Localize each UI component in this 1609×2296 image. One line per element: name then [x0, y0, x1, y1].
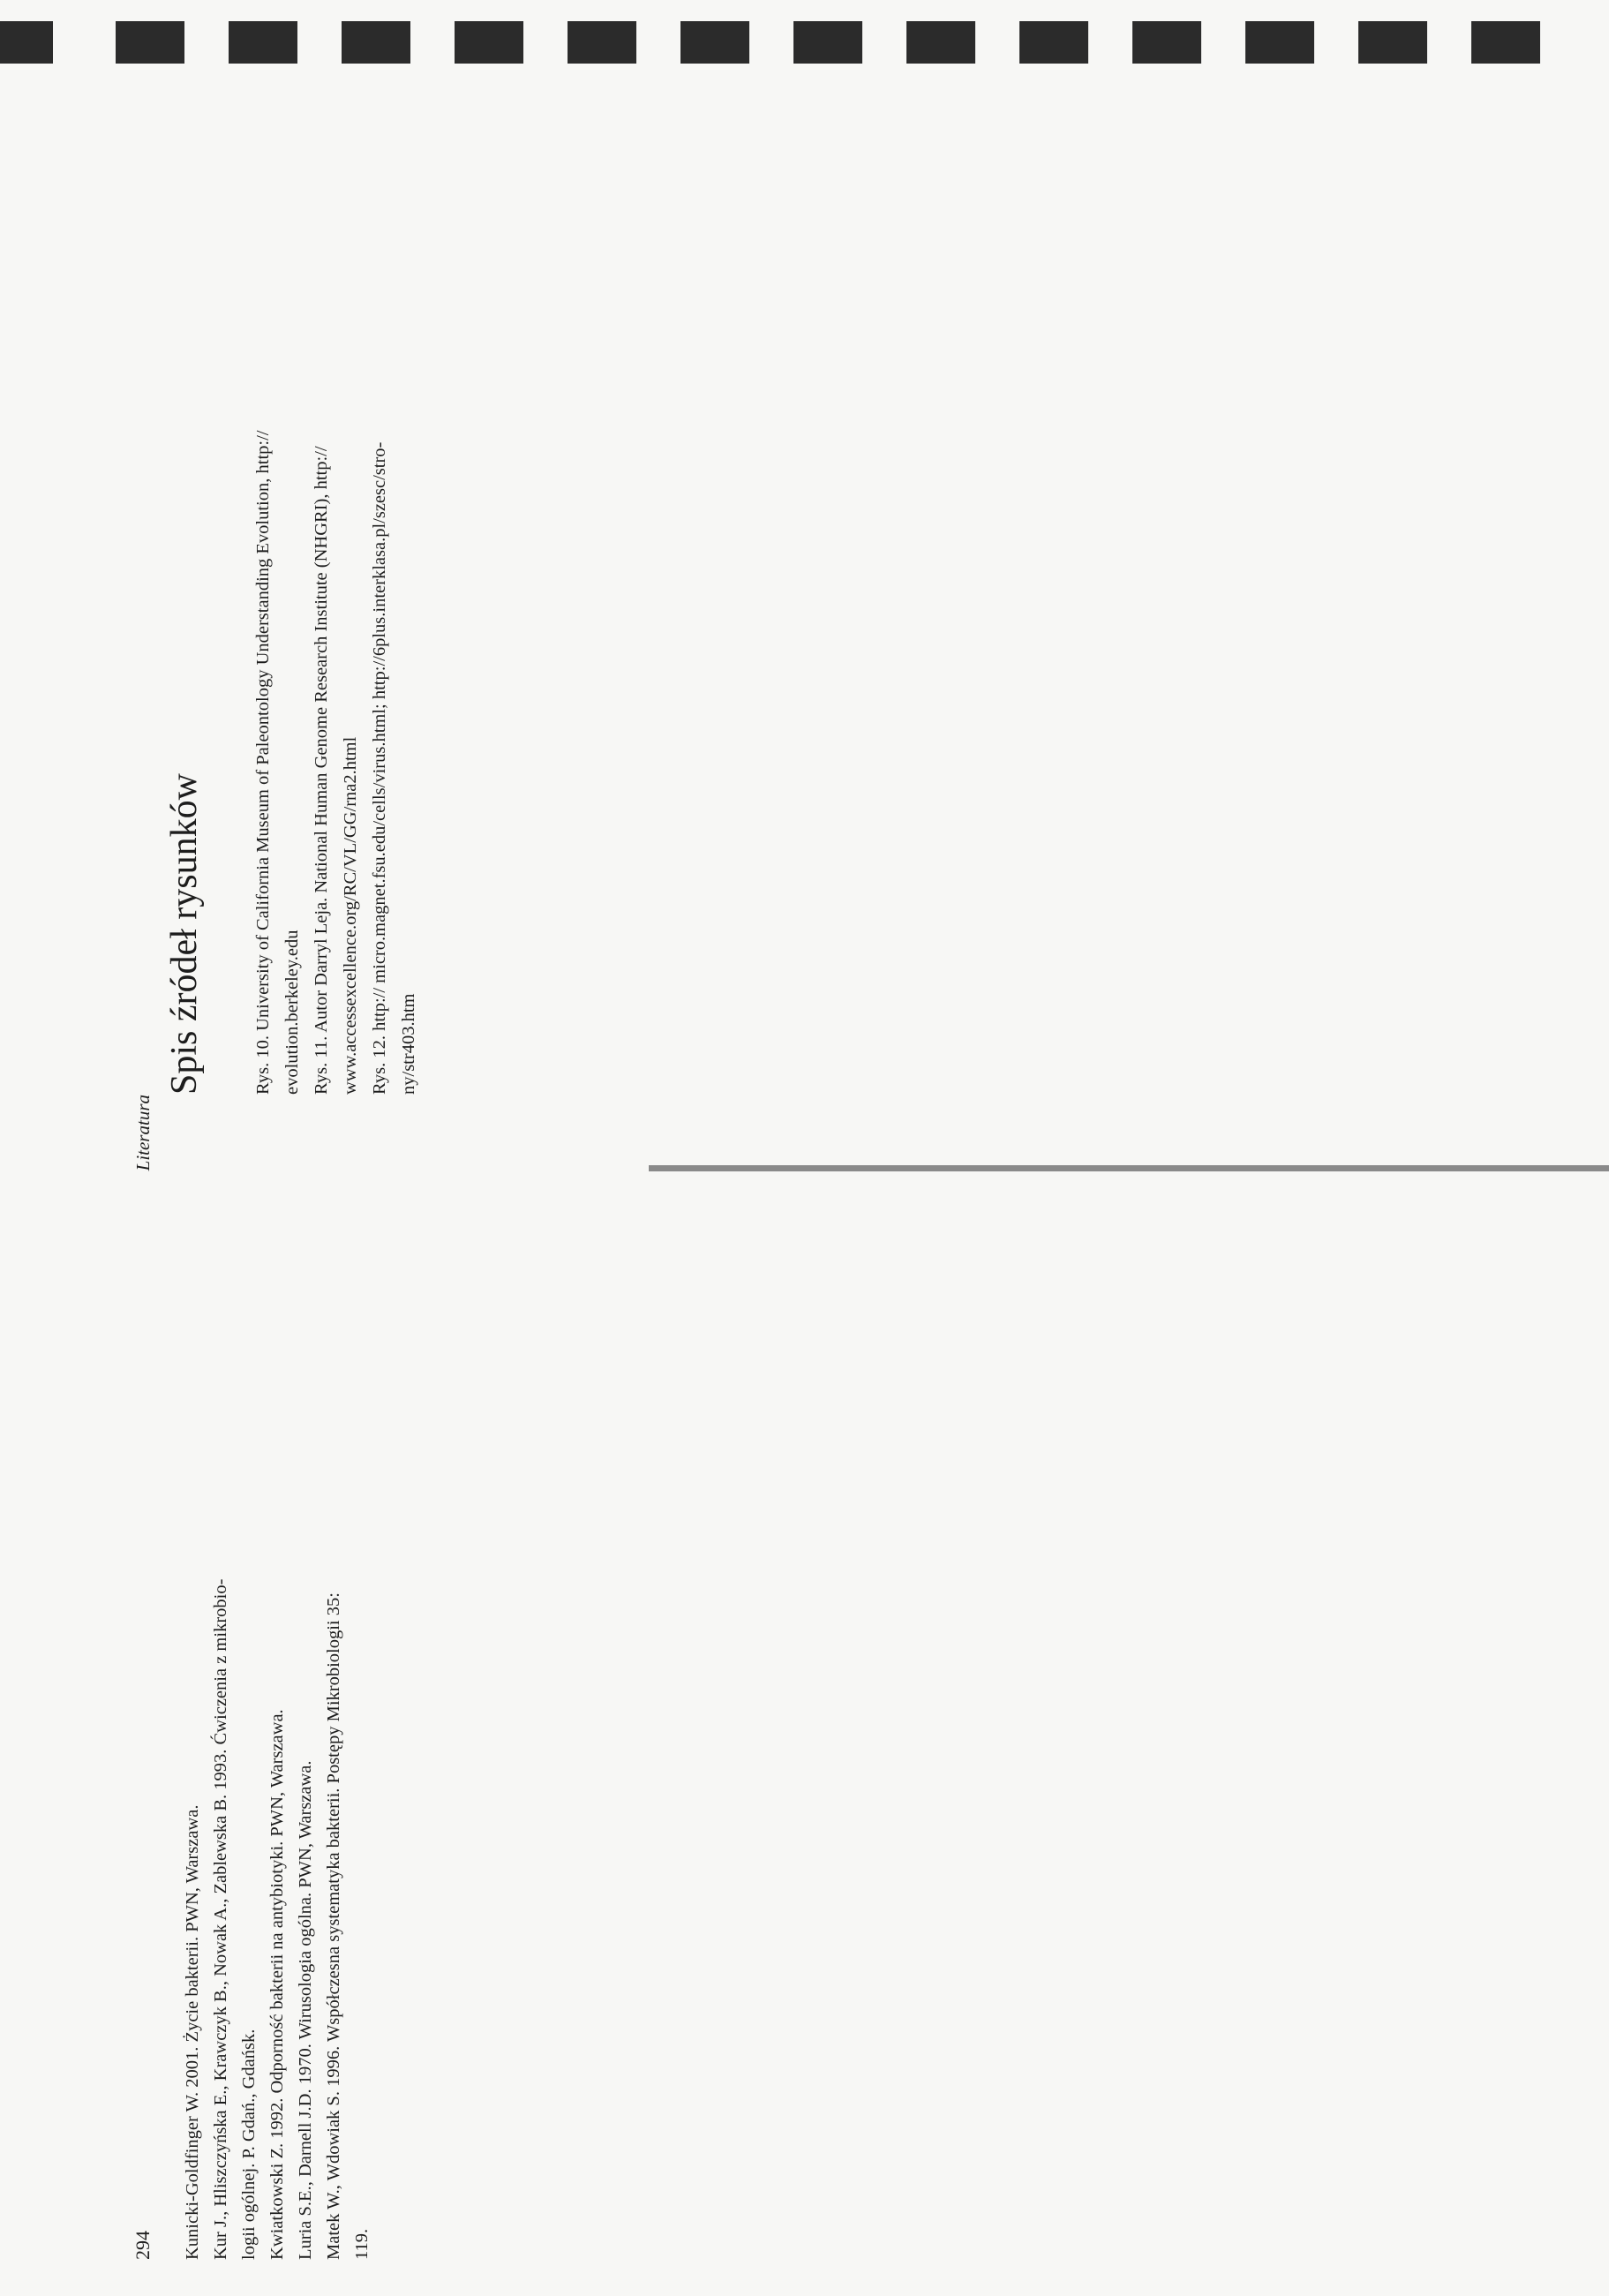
- punch-hole: [1471, 21, 1540, 64]
- reference-entry: Kur J., Hliszczyńska E., Krawczyk B., Nowak A., Zablewska B. 1993. Ćwiczenia z mikrobio-: [211, 1578, 230, 2260]
- figure-source-entry: ny/str403.htm: [399, 993, 418, 1095]
- reference-list: [178, 1095, 376, 2260]
- page-number: 294: [132, 2231, 154, 2260]
- punch-hole: [1358, 21, 1427, 64]
- right-page: [161, 35, 424, 1095]
- left-page: [131, 1095, 376, 2260]
- reference-entry: Luria S.E., Darnell J.D. 1970. Wirusologia ogólna. PWN, Warszawa.: [296, 1760, 315, 2260]
- punch-hole: [568, 21, 636, 64]
- punch-hole: [455, 21, 523, 64]
- punch-hole: [0, 21, 53, 64]
- punch-hole: [680, 21, 749, 64]
- punch-hole: [793, 21, 862, 64]
- punch-hole: [1019, 21, 1088, 64]
- figure-source-entry: www.accessexcellence.org/RC/VL/GG/rna2.html: [341, 736, 360, 1095]
- reference-entry: Matek W., Wdowiak S. 1996. Współczesna systematyka bakterii. Postępy Mikrobiologii 35:: [324, 1592, 343, 2260]
- figure-source-entry: evolution.berkeley.edu: [282, 930, 302, 1095]
- figure-source-entry: Rys. 10. University of California Museum of Paleontology Understanding Evolution, http://: [253, 430, 273, 1095]
- reference-entry: Kunicki-Goldfinger W. 2001. Życie bakterii. PWN, Warszawa.: [183, 1804, 202, 2260]
- figure-source-entry: Rys. 12. http:// micro.magnet.fsu.edu/cells/virus.html; http://6plus.interklasa.pl/szesc/stro-: [370, 441, 389, 1095]
- reference-entry: Kwiatkowski Z. 1992. Odporność bakterii na antybiotyki. PWN, Warszawa.: [267, 1709, 287, 2260]
- running-header-row: [131, 1095, 155, 2260]
- page-gutter: [649, 1165, 1609, 1171]
- running-header: Literatura: [132, 1095, 154, 1171]
- section-heading: Spis źródeł rysunków: [164, 773, 205, 1095]
- reference-entry: logii ogólnej. P. Gdań., Gdańsk.: [239, 2029, 259, 2260]
- punch-hole: [1132, 21, 1201, 64]
- punch-hole: [906, 21, 975, 64]
- figure-source-list: [249, 35, 424, 1095]
- punch-hole: [1245, 21, 1314, 64]
- reference-entry: 119.: [352, 2228, 372, 2260]
- figure-source-entry: Rys. 11. Autor Darryl Leja. National Human Genome Research Institute (NHGRI), http://: [312, 446, 331, 1095]
